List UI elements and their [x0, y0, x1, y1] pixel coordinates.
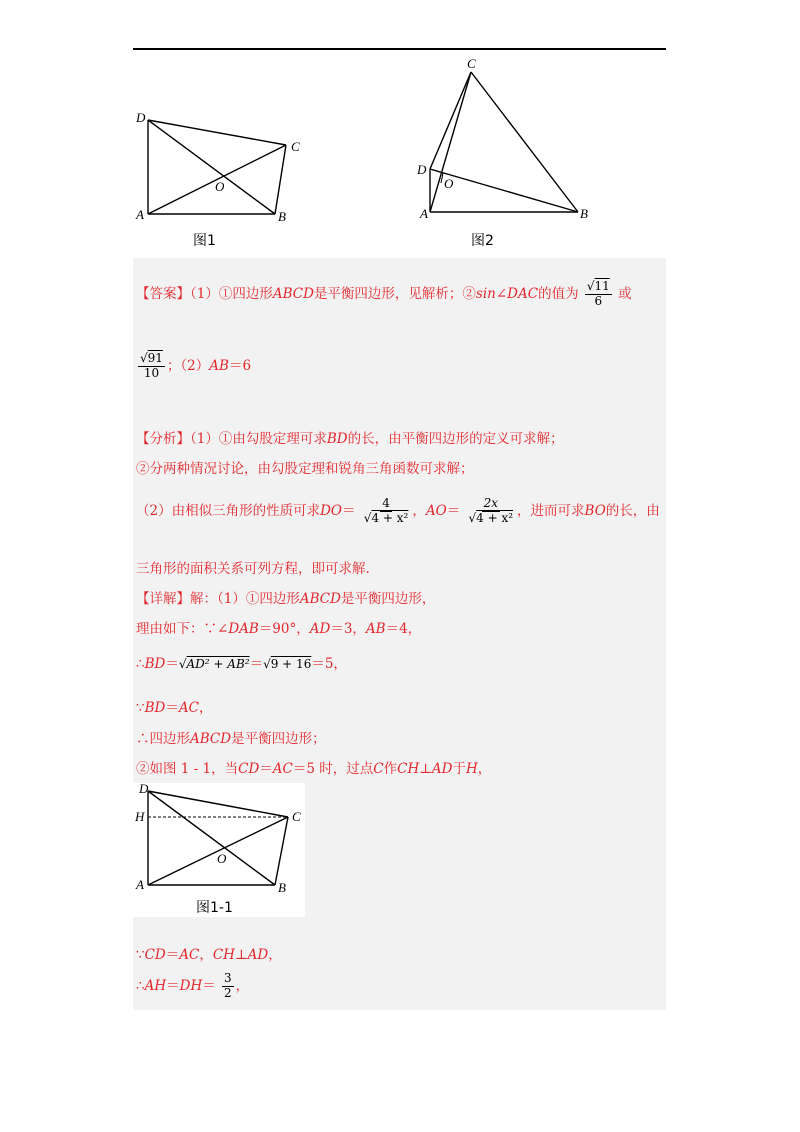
detail-line-3: [136, 652, 347, 672]
detail-text-18: ＝5 时，过点: [292, 761, 374, 777]
frac2-den: 10: [143, 365, 160, 380]
detail-text-9: ＝: [249, 656, 264, 672]
answer-abcd: ABCD: [272, 285, 314, 302]
analysis-line-3: [136, 497, 660, 526]
fig1-label-d: D: [136, 110, 146, 125]
fig2-caption: 图2: [471, 233, 494, 249]
detail-text-22: ∵: [136, 947, 145, 963]
detail-line-5: [136, 727, 326, 747]
detail-abcd-2: ABCD: [190, 731, 232, 747]
ao-num: 2x: [483, 496, 498, 510]
analysis-ao: AO: [425, 502, 447, 519]
radical-1: √AD² + AB²: [178, 657, 250, 671]
fig11-label-d: D: [139, 783, 149, 796]
detail-text-8: ＝: [165, 656, 179, 672]
fig2-label-d: D: [417, 162, 427, 177]
answer-line-2: [136, 352, 251, 381]
fig2-label-b: B: [580, 206, 588, 221]
analysis-text-4: ，进而可求: [517, 502, 585, 519]
detail-ac-3: AC: [179, 947, 200, 963]
do-fraction: $\frac{4}{\text{√4 + x²}}$: [363, 496, 409, 525]
ah-den: 2: [224, 985, 232, 1000]
fig11-label-b: B: [278, 880, 286, 895]
detail-text-10: ＝5，: [311, 656, 347, 672]
radical-2: √9 + 16: [263, 657, 312, 671]
detail-line-7: [136, 943, 282, 963]
detail-line-1: [136, 587, 435, 607]
detail-text-3: 理由如下：∵∠: [136, 621, 229, 637]
detail-text-23: ＝: [165, 947, 180, 963]
answer-tag: 【答案】: [136, 285, 190, 302]
detail-ah: AH: [144, 977, 167, 994]
analysis-tag: 【分析】: [136, 431, 190, 447]
fig2-label-a: A: [420, 206, 428, 221]
answer-text-2: 是平衡四边形，见解析；②: [313, 285, 476, 302]
ah-num: 3: [224, 971, 232, 985]
answer-text-5: ＝6: [228, 357, 252, 374]
analysis-bd: BD: [326, 431, 348, 447]
detail-text-19: 作: [383, 761, 398, 777]
do-den: 4 + x²: [371, 510, 409, 525]
fig11-label-o: O: [217, 851, 227, 866]
fig2-label-o: O: [444, 176, 454, 191]
detail-dh: DH: [179, 977, 203, 994]
top-figures: [133, 56, 666, 256]
analysis-text-3: （2）由相似三角形的性质可求: [136, 502, 321, 519]
ao-fraction: $\frac{2x}{\text{√4 + x²}}$: [468, 496, 514, 525]
analysis-line-2: ②分两种情况讨论，由勾股定理和锐角三角函数可求解；: [136, 461, 474, 477]
answer-ab: AB: [209, 357, 229, 374]
header-rule: [133, 48, 666, 50]
analysis-eq: ＝: [342, 502, 356, 519]
detail-line-8: [136, 972, 249, 1001]
detail-text-2: 是平衡四边形，: [340, 591, 436, 607]
answer-text: （1）①四边形: [190, 285, 273, 302]
detail-cd-2: CD: [144, 947, 166, 963]
fig1-label-c: C: [291, 139, 300, 154]
detail-text-21: ，: [477, 761, 492, 777]
analysis-bo: BO: [584, 502, 606, 519]
answer-text-3: 的值为: [538, 285, 579, 302]
detail-dab: DAB: [228, 621, 259, 637]
fig11-caption: 图1-1: [196, 900, 233, 916]
detail-ac: AC: [178, 700, 199, 716]
detail-text-27: ＝: [166, 977, 180, 994]
detail-line-4: [136, 696, 212, 716]
detail-bd-2: BD: [144, 700, 166, 716]
detail-text-11: ∵: [136, 700, 145, 716]
figure-1: [135, 110, 300, 249]
detail-chad-2: CH⊥AD: [212, 947, 269, 963]
frac2-num: 91: [147, 351, 163, 365]
detail-tag: 【详解】: [136, 591, 190, 607]
analysis-do: DO: [320, 502, 342, 519]
analysis-text: （1）①由勾股定理可求: [190, 431, 327, 447]
frac1-den: 6: [594, 293, 603, 308]
detail-abcd: ABCD: [299, 591, 341, 607]
answer-text-4: ；（2）: [166, 357, 210, 374]
fig11-label-h: H: [135, 809, 145, 824]
frac1-num: 11: [594, 279, 610, 293]
radical-2-body: 9 + 16: [270, 657, 312, 671]
analysis-line-1: [136, 427, 564, 447]
detail-chad: CH⊥AD: [397, 761, 453, 777]
figure-2: [416, 56, 588, 249]
fig2-label-c: C: [467, 56, 476, 71]
detail-bd: BD: [144, 656, 166, 672]
detail-text-20: 于: [452, 761, 466, 777]
analysis-line-4: 三角形的面积关系可列方程，即可求解.: [136, 561, 370, 577]
detail-text-16: ②如图 1 - 1，当: [136, 761, 239, 777]
answer-or: 或: [618, 285, 632, 302]
fig11-label-a: A: [136, 877, 144, 892]
fig1-label-a: A: [136, 207, 144, 222]
do-num: 4: [382, 496, 390, 510]
detail-text-28: ＝: [202, 977, 216, 994]
analysis-sep: ，: [412, 502, 426, 519]
detail-ab: AB: [365, 621, 386, 637]
detail-text-26: ∴: [136, 977, 145, 994]
analysis-text-2: 的长，由平衡四边形的定义可求解；: [347, 431, 564, 447]
detail-line-2: [136, 617, 421, 637]
answer-sin: sin∠DAC: [475, 285, 539, 302]
detail-line-6: [136, 757, 491, 777]
detail-text-17: ＝: [259, 761, 273, 777]
ah-fraction: [222, 972, 234, 1001]
detail-text-24: ，: [199, 947, 213, 963]
detail-c: C: [373, 761, 384, 777]
detail-ad: AD: [309, 621, 331, 637]
detail-ac-2: AC: [272, 761, 293, 777]
answer-line-1: [136, 280, 632, 309]
fig11-label-c: C: [292, 809, 301, 824]
analysis-eq-2: ＝: [446, 502, 461, 519]
figure-1-1: [133, 783, 305, 917]
detail-text-12: ＝: [165, 700, 179, 716]
detail-text-14: ∴四边形: [136, 731, 190, 747]
detail-h: H: [465, 761, 478, 777]
ao-den: 4 + x²: [476, 510, 514, 525]
detail-text-13: ，: [198, 700, 213, 716]
detail-text-25: ，: [268, 947, 282, 963]
fig1-label-o: O: [215, 179, 225, 194]
detail-text-5: ＝3，: [330, 621, 366, 637]
fig1-caption: 图1: [193, 233, 216, 249]
fig1-label-b: B: [278, 209, 286, 224]
detail-text-29: ，: [235, 977, 250, 994]
answer-fraction-1: $\frac{√11}{6}$: [586, 279, 610, 308]
detail-text-7: ∴: [136, 656, 145, 672]
detail-text-15: 是平衡四边形；: [231, 731, 326, 747]
detail-cd: CD: [238, 761, 260, 777]
analysis-text-5: 的长，由: [605, 502, 660, 519]
detail-text-6: ＝4，: [385, 621, 422, 637]
detail-text: 解：（1）①四边形: [190, 591, 300, 607]
radical-1-body: AD² + AB²: [186, 657, 250, 671]
answer-fraction-2: $\frac{√91}{10}$: [140, 351, 163, 380]
detail-text-4: ＝90°，: [258, 621, 310, 637]
